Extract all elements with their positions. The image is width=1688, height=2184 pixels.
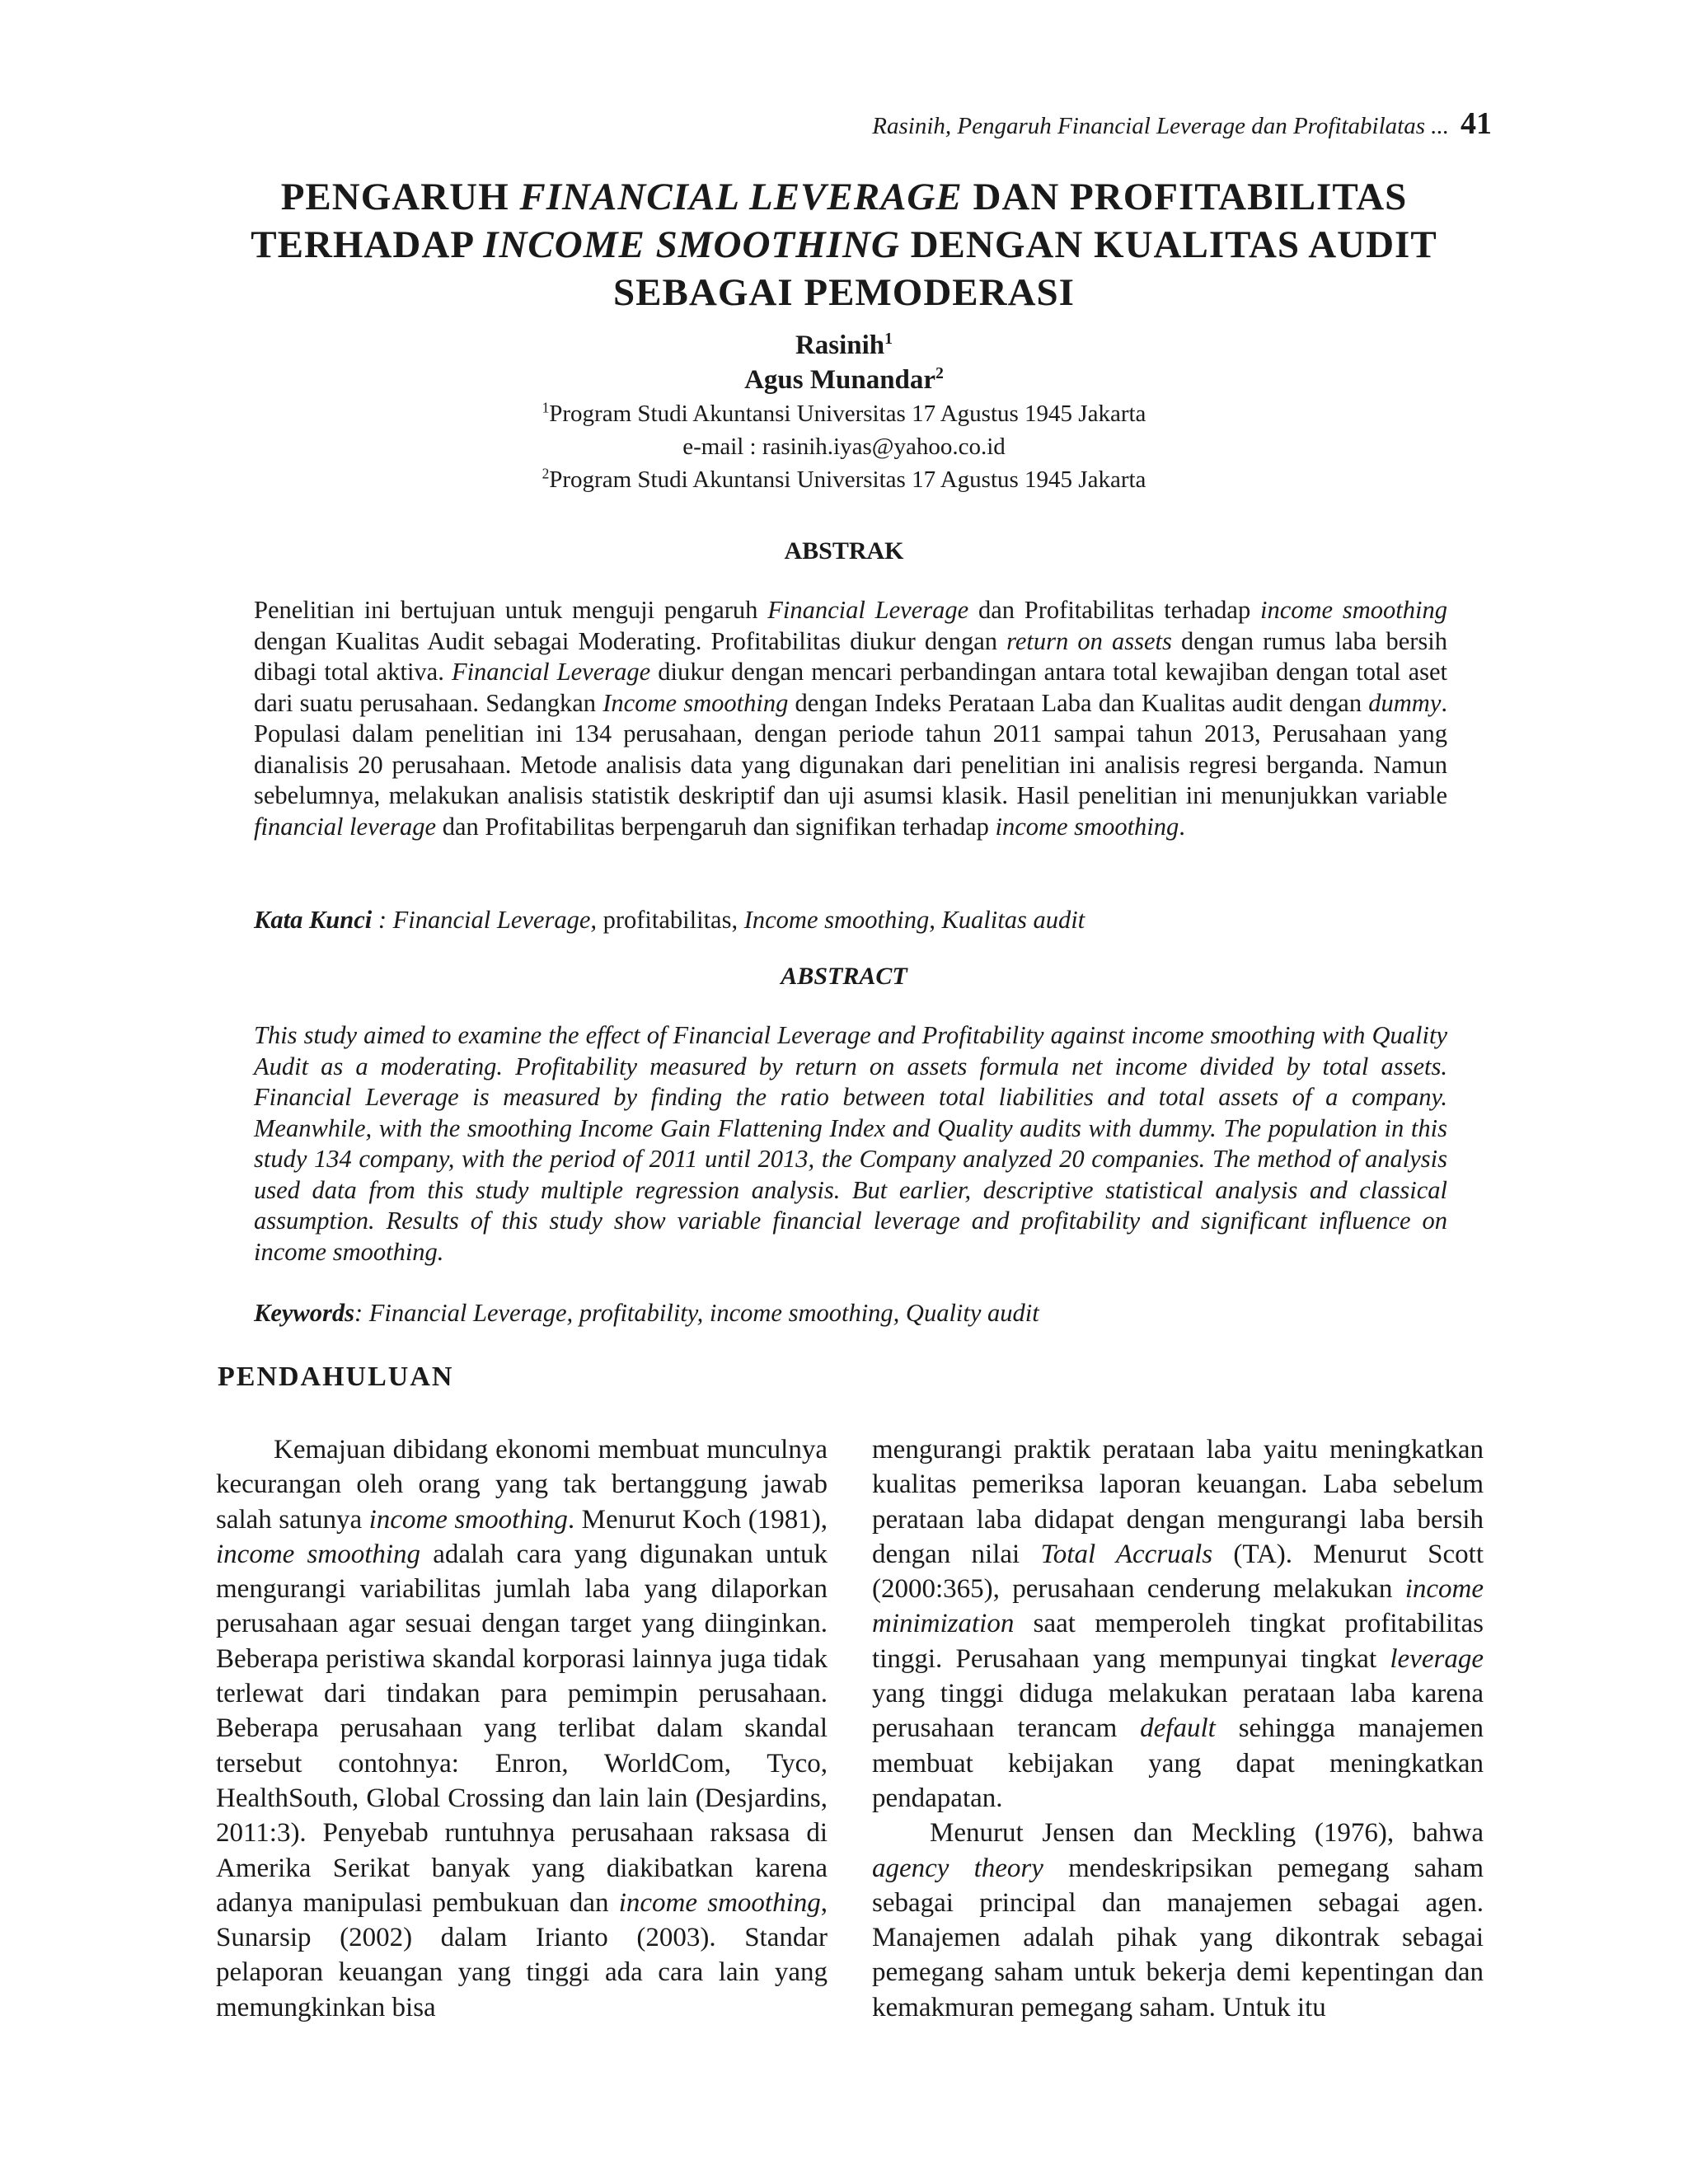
abstrak-heading: ABSTRAK xyxy=(784,537,904,565)
running-header xyxy=(872,105,1492,142)
paragraph: Kemajuan dibidang ekonomi membuat munculnya kecurangan oleh orang yang tak bertanggung jawab salah satunya income smoothing. Menurut Koch (1981), income smoothing adalah cara yang digunakan untuk mengurangi variabilitas jumlah laba yang dilaporkan perusahaan agar sesuai dengan target yang diinginkan. Beberapa peristiwa skandal korporasi lainnya juga tidak terlewat dari tindakan para pemimpin perusahaan. Beberapa perusahaan yang terlibat dalam skandal tersebut contohnya: Enron, WorldCom, Tyco, HealthSouth, Global Crossing dan lain lain (Desjardins, 2011:3). Penyebab runtuhnya perusahaan raksasa di Amerika Serikat banyak yang diakibatkan karena adanya manipulasi pembukuan dan income smoothing, Sunarsip (2002) dalam Irianto (2003). Standar pelaporan keuangan yang tinggi ada cara lain yang memungkinkan bisa xyxy=(216,1435,828,2022)
author-email: e-mail : rasinih.iyas@yahoo.co.id xyxy=(682,434,1006,460)
body-column-right xyxy=(872,1432,1484,2025)
author-block xyxy=(214,328,1474,496)
author-2: Agus Munandar$^2$ xyxy=(744,364,944,395)
abstract-text: This study aimed to examine the effect of Financial Leverage and Profitability against income smoothing with Quality Audit as a moderating. Profitability measured by return on assets formula net income divided by total assets. Financial Leverage is measured by finding the ratio between total liabilities and total assets of a company. Meanwhile, with the smoothing Income Gain Flattening Index and Quality audits with dummy. The population in this study 134 company, with the period of 2011 until 2013, the Company analyzed 20 companies. The method of analysis used data from this study multiple regression analysis. But earlier, descriptive statistical analysis and classical assumption. Results of this study show variable financial leverage and profitability and significant influence on income smoothing. xyxy=(254,1021,1447,1266)
affiliation-2: $^2$Program Studi Akuntansi Universitas 17 Agustus 1945 Jakarta xyxy=(542,465,1146,493)
author-1: Rasinih$^1$ xyxy=(795,330,893,360)
abstract-heading: ABSTRACT xyxy=(781,963,907,990)
title-line-3: SEBAGAI PEMODERASI xyxy=(613,271,1075,314)
body-column-left xyxy=(216,1432,828,2025)
affiliation-1: $^1$Program Studi Akuntansi Universitas 17 Agustus 1945 Jakarta xyxy=(542,399,1146,427)
title-line-1: PENGARUH FINANCIAL LEVERAGE DAN PROFITABILITAS xyxy=(280,176,1408,218)
kata-kunci: Kata Kunci : Financial Leverage, profitabilitas, Income smoothing, Kualitas audit xyxy=(254,906,1085,934)
running-header-text: Rasinih, Pengaruh Financial Leverage dan Profitabilatas ... xyxy=(872,113,1449,139)
pendahuluan-heading: PENDAHULUAN xyxy=(218,1361,454,1392)
paper-title xyxy=(214,173,1474,316)
page-number: 41 xyxy=(1461,106,1492,141)
title-line-2: TERHADAP INCOME SMOOTHING DENGAN KUALITAS AUDIT xyxy=(251,223,1437,266)
keywords: Keywords: Financial Leverage, profitability, income smoothing, Quality audit xyxy=(254,1299,1039,1327)
paragraph: mengurangi praktik perataan laba yaitu meningkatkan kualitas pemeriksa laporan keuangan. Laba sebelum perataan laba didapat dengan mengurangi laba bersih dengan nilai Total Accruals (TA). Menurut Scott (2000:365), perusahaan cenderung melakukan income minimization saat memperoleh tingkat profitabilitas tinggi. Perusahaan yang mempunyai tingkat leverage yang tinggi diduga melakukan perataan laba karena perusahaan terancam default sehingga manajemen membuat kebijakan yang dapat meningkatkan pendapatan. xyxy=(872,1435,1484,1813)
paragraph: Menurut Jensen dan Meckling (1976), bahwa agency theory mendeskripsikan pemegang saham sebagai principal dan manajemen sebagai agen. Manajemen adalah pihak yang dikontrak sebagai pemegang saham untuk bekerja demi kepentingan dan kemakmuran pemegang saham. Untuk itu xyxy=(872,1818,1484,2022)
abstrak-text: Penelitian ini bertujuan untuk menguji pengaruh Financial Leverage dan Profitabilitas terhadap income smoothing dengan Kualitas Audit sebagai Moderating. Profitabilitas diukur dengan return on assets dengan rumus laba bersih dibagi total aktiva. Financial Leverage diukur dengan mencari perbandingan antara total kewajiban dengan total aset dari suatu perusahaan. Sedangkan Income smoothing dengan Indeks Perataan Laba dan Kualitas audit dengan dummy. Populasi dalam penelitian ini 134 perusahaan, dengan periode tahun 2011 sampai tahun 2013, Perusahaan yang dianalisis 20 perusahaan. Metode analisis data yang digunakan dari penelitian ini analisis regresi berganda. Namun sebelumnya, melakukan analisis statistik deskriptif dan uji asumsi klasik. Hasil penelitian ini menunjukkan variable financial leverage dan Profitabilitas berpengaruh dan signifikan terhadap income smoothing. xyxy=(254,596,1448,841)
